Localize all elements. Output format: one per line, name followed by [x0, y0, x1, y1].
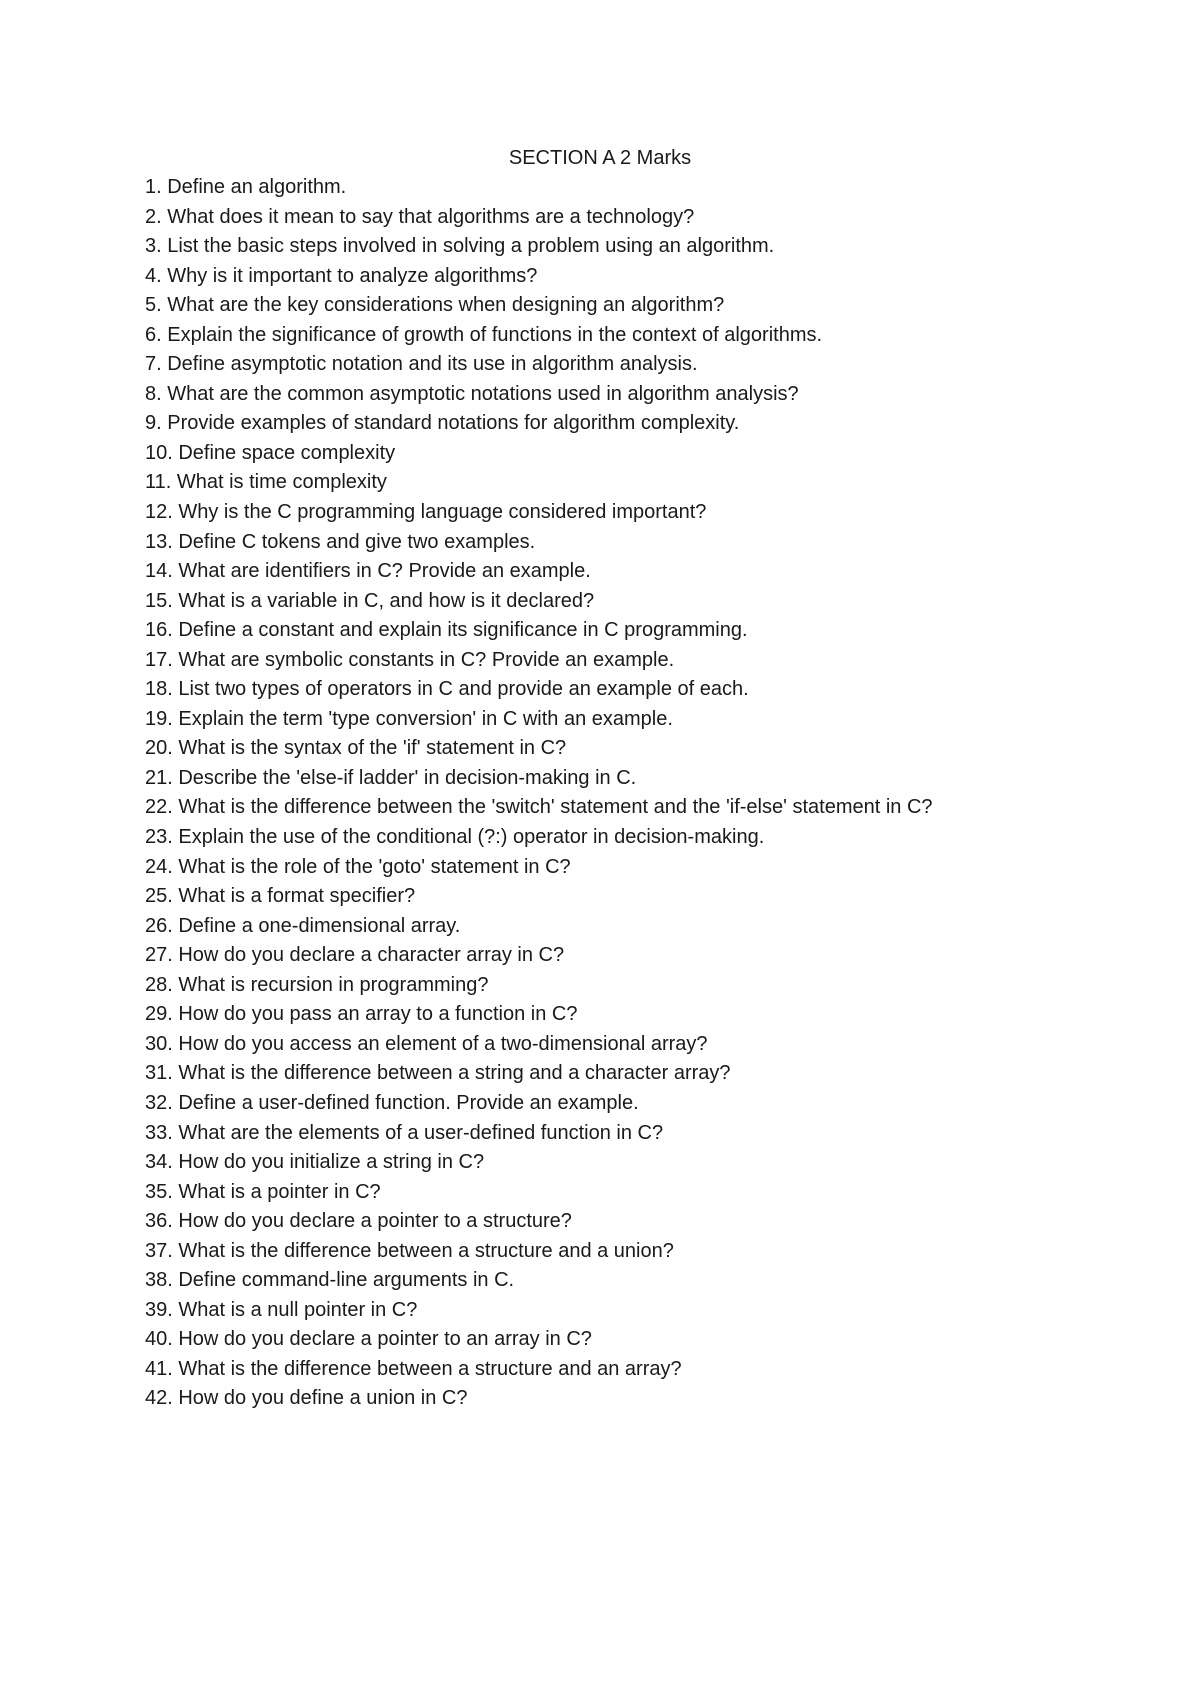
question-item: 42. How do you define a union in C?: [145, 1387, 468, 1410]
question-item: 2. What does it mean to say that algorithms are a technology?: [145, 205, 695, 228]
question-item: 21. Describe the 'else-if ladder' in decision-making in C.: [145, 766, 637, 789]
question-item: 17. What are symbolic constants in C? Provide an example.: [145, 648, 675, 671]
question-item: 38. Define command-line arguments in C.: [145, 1269, 515, 1292]
question-item: 18. List two types of operators in C and provide an example of each.: [145, 678, 749, 701]
question-item: 16. Define a constant and explain its significance in C programming.: [145, 619, 748, 642]
question-item: 35. What is a pointer in C?: [145, 1180, 381, 1203]
question-item: 40. How do you declare a pointer to an array in C?: [145, 1328, 592, 1351]
question-item: 25. What is a format specifier?: [145, 885, 416, 908]
question-item: 39. What is a null pointer in C?: [145, 1298, 418, 1321]
question-item: 14. What are identifiers in C? Provide an example.: [145, 560, 591, 583]
question-item: 13. Define C tokens and give two examples.: [145, 530, 536, 553]
question-item: 8. What are the common asymptotic notations used in algorithm analysis?: [145, 382, 799, 405]
question-item: 33. What are the elements of a user-defined function in C?: [145, 1121, 664, 1144]
question-item: 37. What is the difference between a structure and a union?: [145, 1239, 674, 1262]
question-item: 4. Why is it important to analyze algorithms?: [145, 264, 538, 287]
question-item: 31. What is the difference between a string and a character array?: [145, 1062, 731, 1085]
question-item: 27. How do you declare a character array in C?: [145, 944, 565, 967]
question-item: 5. What are the key considerations when designing an algorithm?: [145, 294, 725, 317]
question-item: 29. How do you pass an array to a function in C?: [145, 1003, 578, 1026]
question-item: 30. How do you access an element of a two-dimensional array?: [145, 1032, 708, 1055]
question-item: 3. List the basic steps involved in solving a problem using an algorithm.: [145, 235, 775, 258]
question-item: 22. What is the difference between the 'switch' statement and the 'if-else' statement in C?: [145, 796, 933, 819]
question-item: 12. Why is the C programming language considered important?: [145, 501, 707, 524]
question-item: 36. How do you declare a pointer to a structure?: [145, 1210, 572, 1233]
question-item: 6. Explain the significance of growth of functions in the context of algorithms.: [145, 323, 823, 346]
question-item: 11. What is time complexity: [145, 471, 387, 494]
question-item: 41. What is the difference between a structure and an array?: [145, 1357, 682, 1380]
question-item: 32. Define a user-defined function. Provide an example.: [145, 1091, 639, 1114]
question-item: 20. What is the syntax of the 'if' statement in C?: [145, 737, 567, 760]
question-item: 7. Define asymptotic notation and its use in algorithm analysis.: [145, 353, 698, 376]
question-item: 10. Define space complexity: [145, 441, 396, 464]
question-item: 9. Provide examples of standard notations for algorithm complexity.: [145, 412, 740, 435]
section-title: SECTION A 2 Marks: [508, 147, 692, 169]
question-item: 34. How do you initialize a string in C?: [145, 1151, 485, 1174]
question-item: 1. Define an algorithm.: [145, 176, 347, 198]
question-item: 15. What is a variable in C, and how is it declared?: [145, 589, 595, 612]
question-item: 28. What is recursion in programming?: [145, 973, 489, 996]
question-list: [145, 173, 933, 1414]
question-item: 24. What is the role of the 'goto' statement in C?: [145, 855, 571, 878]
question-item: 23. Explain the use of the conditional (?:) operator in decision-making.: [145, 826, 765, 849]
question-item: 19. Explain the term 'type conversion' in C with an example.: [145, 707, 673, 730]
question-item: 26. Define a one-dimensional array.: [145, 914, 461, 937]
